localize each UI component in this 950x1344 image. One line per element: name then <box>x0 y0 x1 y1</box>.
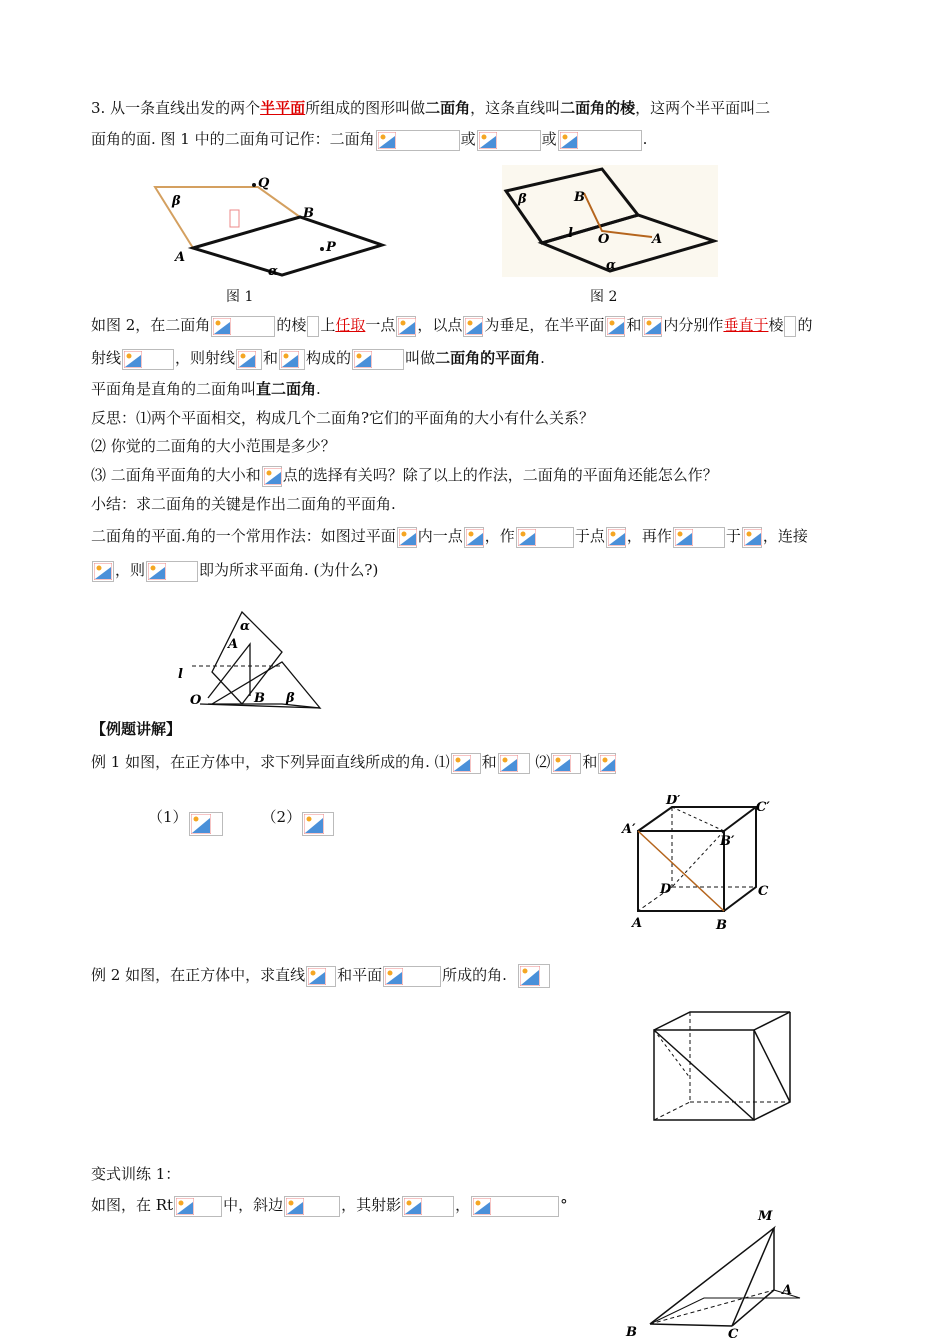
plane-angle-paragraph-line-1 <box>91 314 812 337</box>
text: ⑵ <box>530 753 551 771</box>
keyword-right-dihedral: 直二面角 <box>256 380 317 398</box>
label-beta: β <box>172 194 181 209</box>
figure-cube-example-1 <box>620 795 780 935</box>
cube-top <box>638 807 756 831</box>
label-a-prime: A′ <box>622 822 636 837</box>
label-alpha: α <box>268 264 279 279</box>
label-beta: β <box>518 192 527 207</box>
text: ， <box>455 1196 471 1214</box>
figure-triangle-projection <box>624 1206 804 1342</box>
reflection-3 <box>91 464 718 487</box>
edge-ba-hidden <box>650 1290 774 1324</box>
image-placeholder-icon <box>230 210 239 227</box>
face-diagonal <box>754 1030 790 1102</box>
summary: 小结：求二面角的关键是作出二面角的平面角. <box>91 495 396 513</box>
text: 构成的 <box>306 349 352 367</box>
text: 的 <box>797 316 813 334</box>
formula-image-placeholder <box>262 466 282 487</box>
formula-image-placeholder <box>451 753 481 774</box>
text: . <box>642 130 648 148</box>
text: ，以点 <box>417 316 463 334</box>
text: 和 <box>263 349 279 367</box>
text: ，这条直线叫 <box>470 99 561 117</box>
keyword-arbitrary: 任取 <box>335 316 366 334</box>
formula-image-placeholder <box>742 527 762 548</box>
text: . <box>316 380 321 398</box>
label-o: O <box>598 232 610 247</box>
diagonal-hidden <box>672 831 724 887</box>
text: 所组成的图形叫做 <box>305 99 426 117</box>
point-q <box>252 183 256 187</box>
point-p <box>320 247 324 251</box>
text: 面角的面. 图 1 中的二面角可记作：二面角 <box>91 130 375 148</box>
figure-2-dihedral <box>502 165 718 277</box>
text: 棱 <box>768 316 784 334</box>
reflection-1: 反思：⑴两个平面相交，构成几个二面角?它们的平面角的大小有什么关系？ <box>91 409 595 427</box>
formula-image-placeholder <box>606 527 626 548</box>
label-c: C <box>758 884 769 899</box>
formula-image-placeholder <box>306 966 336 987</box>
diagonal-top <box>672 807 724 831</box>
figure-1-dihedral <box>150 165 390 285</box>
label-a: A <box>652 232 663 247</box>
keyword-half-plane: 半平面 <box>260 99 306 117</box>
text: 3. 从一条直线出发的两个 <box>91 99 261 117</box>
text: 例 2 如图，在正方体中，求直线 <box>91 966 306 984</box>
text: 或 <box>460 130 476 148</box>
formula-image-placeholder <box>673 527 725 548</box>
text: 内分别作 <box>663 316 724 334</box>
triangle-mbc-edges <box>650 1228 774 1326</box>
formula-image-placeholder <box>516 527 574 548</box>
label-alpha: α <box>606 258 617 273</box>
label-l: l <box>568 226 573 241</box>
sub-label-2: （2） <box>261 808 302 826</box>
section-heading: 【例题讲解】 <box>91 720 182 738</box>
keyword-perpendicular: 垂直于 <box>723 316 769 334</box>
label-b-prime: B′ <box>720 834 735 849</box>
diagonal-line <box>654 1030 754 1120</box>
label-o: O <box>190 693 202 708</box>
text: 所成的角. <box>442 966 507 984</box>
text: ⑶ 二面角平面角的大小和 <box>91 466 261 484</box>
label-c-prime: C′ <box>756 800 770 815</box>
formula-image-placeholder <box>402 1196 454 1217</box>
label-b: B <box>574 190 585 205</box>
text: 射线 <box>91 349 122 367</box>
label-b: B <box>626 1325 637 1340</box>
text: ，连接 <box>762 527 808 545</box>
text: 如图，在 Rt <box>91 1196 174 1214</box>
formula-image-placeholder <box>463 316 483 337</box>
text: 叫做 <box>405 349 436 367</box>
formula-image-placeholder <box>471 1196 559 1217</box>
cube-right <box>724 807 756 911</box>
formula-image-placeholder <box>279 349 305 370</box>
definition-paragraph-line-2 <box>91 128 647 151</box>
formula-image-placeholder <box>302 812 334 836</box>
text: ，作 <box>484 527 515 545</box>
text: . <box>540 349 545 367</box>
cube-top <box>654 1012 790 1030</box>
formula-image-placeholder <box>518 964 550 988</box>
figure-2-caption: 图 2 <box>590 289 618 305</box>
variant-problem <box>91 1194 568 1217</box>
right-dihedral-line <box>91 378 321 400</box>
formula-image-placeholder <box>376 130 460 151</box>
formula-image-placeholder <box>211 316 275 337</box>
label-q: Q <box>258 176 270 191</box>
text: 的棱 <box>276 316 307 334</box>
formula-image-placeholder <box>477 130 541 151</box>
label-alpha: α <box>240 619 251 634</box>
example-2 <box>91 964 551 988</box>
figure-cube-example-2 <box>648 1008 798 1124</box>
variant-training-heading: 变式训练 1： <box>91 1165 181 1183</box>
text: 和 <box>481 753 497 771</box>
definition-paragraph-line-1 <box>91 97 770 119</box>
formula-image-placeholder <box>784 316 796 337</box>
formula-image-placeholder <box>122 349 174 370</box>
formula-image-placeholder <box>236 349 262 370</box>
formula-image-placeholder <box>352 349 404 370</box>
formula-image-placeholder <box>498 753 530 774</box>
text: 和 <box>582 753 598 771</box>
formula-image-placeholder <box>642 316 662 337</box>
label-c: C <box>728 1327 739 1342</box>
figure-3-plane-angle-method <box>172 608 324 712</box>
text: 点的选择有关吗？除了以上的作法，二面角的平面角还能怎么作？ <box>282 466 718 484</box>
hidden-diagonal <box>654 1030 690 1078</box>
text: ，这两个半平面叫二 <box>635 99 771 117</box>
text: ，则射线 <box>175 349 236 367</box>
label-a: A <box>782 1283 793 1298</box>
example-1-answers <box>148 806 335 836</box>
text: ，则 <box>115 561 146 579</box>
label-beta: β <box>286 691 295 706</box>
formula-image-placeholder <box>598 753 616 774</box>
formula-image-placeholder <box>146 561 198 582</box>
text: 如图 2，在二面角 <box>91 316 211 334</box>
text: 上 <box>320 316 336 334</box>
formula-image-placeholder <box>284 1196 340 1217</box>
label-l: l <box>178 667 183 682</box>
method-line-2 <box>91 559 378 582</box>
formula-image-placeholder <box>551 753 581 774</box>
label-d-prime: D′ <box>666 795 681 808</box>
text: 中，斜边 <box>223 1196 284 1214</box>
diagonal-a-prime-b <box>638 831 724 911</box>
label-m: M <box>758 1209 773 1224</box>
text: 于 <box>725 527 741 545</box>
label-b: B <box>716 918 727 933</box>
reflection-2: ⑵ 你觉的二面角的大小范围是多少？ <box>91 437 336 455</box>
text: 即为所求平面角. (为什么?) <box>199 561 379 579</box>
formula-image-placeholder <box>605 316 625 337</box>
text: 或 <box>541 130 557 148</box>
text: ，再作 <box>626 527 672 545</box>
formula-image-placeholder <box>397 527 417 548</box>
label-a: A <box>632 916 643 931</box>
plane-angle-paragraph-line-2 <box>91 347 545 370</box>
formula-image-placeholder <box>307 316 319 337</box>
formula-image-placeholder <box>174 1196 222 1217</box>
formula-image-placeholder <box>558 130 642 151</box>
figure-1-caption: 图 1 <box>226 289 254 305</box>
text: 二面角的平面.角的一个常用作法：如图过平面 <box>91 527 396 545</box>
example-1 <box>91 751 617 774</box>
text: 和 <box>626 316 642 334</box>
label-b: B <box>303 206 314 221</box>
text: 平面角是直角的二面角叫 <box>91 380 257 398</box>
text: 和平面 <box>337 966 383 984</box>
keyword-plane-angle: 二面角的平面角 <box>435 349 541 367</box>
text: 例 1 如图，在正方体中，求下列异面直线所成的角. ⑴ <box>91 753 450 771</box>
formula-image-placeholder <box>396 316 416 337</box>
label-d: D <box>660 882 672 897</box>
text: ° <box>560 1196 568 1214</box>
formula-image-placeholder <box>92 561 114 582</box>
edge-bc <box>650 1324 732 1326</box>
text: 一点 <box>365 316 396 334</box>
plane-alpha <box>193 217 382 275</box>
label-p: P <box>326 240 336 255</box>
sub-label-1: （1） <box>148 808 188 826</box>
text: ，其射影 <box>341 1196 402 1214</box>
text: 为垂足，在半平面 <box>484 316 605 334</box>
formula-image-placeholder <box>464 527 484 548</box>
keyword-edge: 二面角的棱 <box>560 99 636 117</box>
label-a: A <box>228 637 239 652</box>
label-b: B <box>254 691 265 706</box>
text: 于点 <box>574 527 605 545</box>
text: 内一点 <box>417 527 463 545</box>
cube-hidden-edges <box>654 1012 690 1120</box>
keyword-dihedral-angle: 二面角 <box>425 99 471 117</box>
formula-image-placeholder <box>383 966 441 987</box>
method-line-1 <box>91 525 808 548</box>
formula-image-placeholder <box>189 812 223 836</box>
label-a: A <box>175 250 186 265</box>
